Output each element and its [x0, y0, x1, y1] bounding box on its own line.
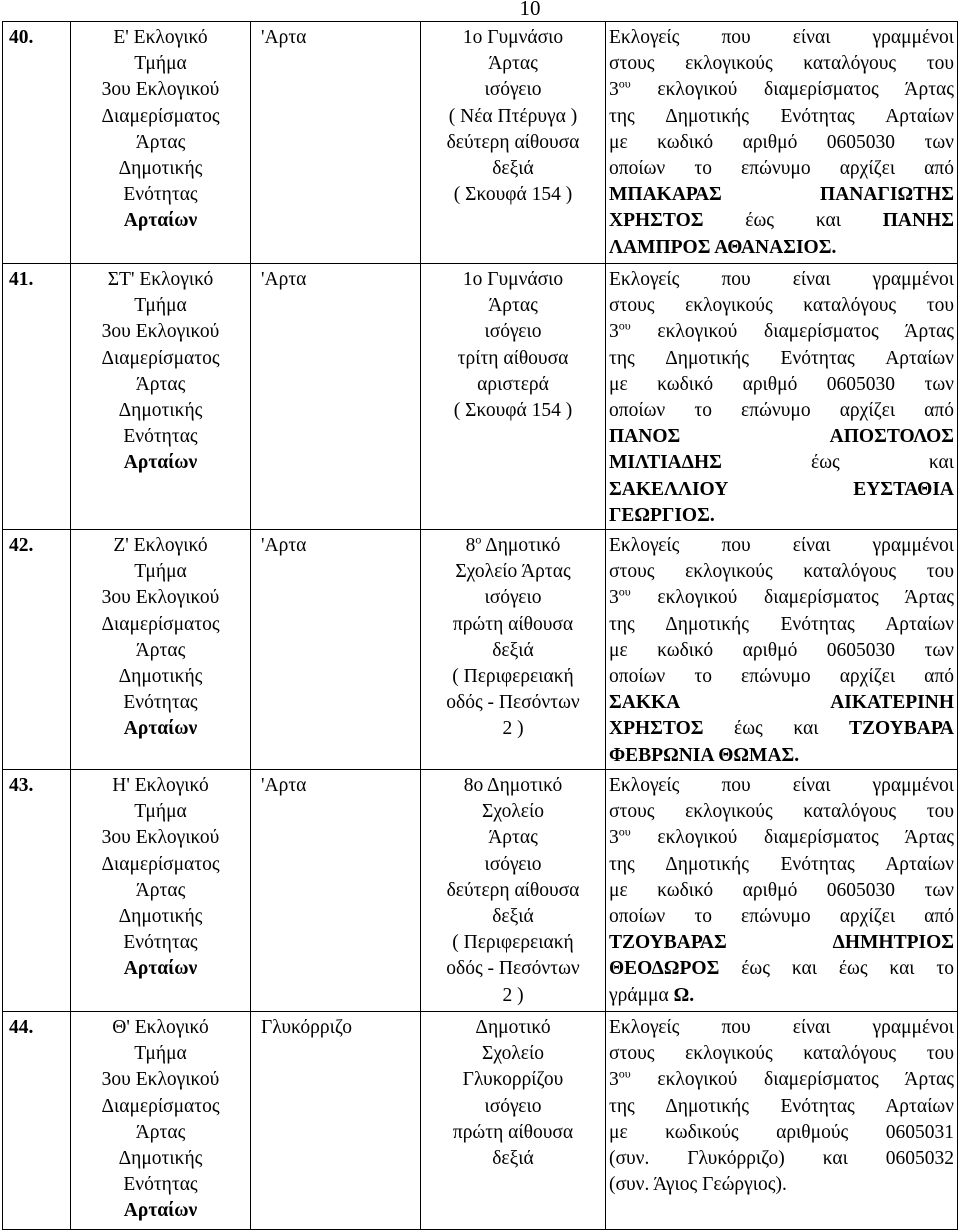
location-line: ισόγειο: [484, 321, 542, 343]
row-number: 42.: [3, 530, 71, 770]
section-line: Ενότητας: [123, 692, 198, 714]
table-body: [3, 22, 958, 1230]
row-number: 40.: [3, 22, 71, 264]
description-line: [609, 503, 954, 529]
section-line: Ε' Εκλογικό: [113, 27, 208, 48]
description-line: [609, 983, 954, 1009]
text: Εκλογείς που είναι γραμμένοι: [609, 269, 954, 290]
bold-text: ΛΑΜΠΡΟΣ ΑΘΑΝΑΣΙΟΣ.: [609, 236, 837, 258]
section-line: Άρτας: [135, 131, 186, 153]
description-line: [609, 293, 954, 319]
location-line: Άρτας: [488, 53, 538, 75]
description-line: [609, 1041, 954, 1067]
description-line: [609, 477, 954, 503]
description-line: [609, 267, 954, 293]
section-line: Η' Εκλογικό: [112, 775, 209, 797]
voter-description: [606, 1012, 958, 1230]
description-line: [609, 182, 954, 208]
location-line: δεξιά: [492, 906, 534, 928]
section-line-bold: Αρταίων: [123, 452, 198, 474]
bold-text: ΣΑΚΚΑ ΑΙΚΑΤΕΡΙΝΗ: [609, 692, 954, 714]
description-line: [609, 51, 954, 77]
description-line: [609, 638, 954, 664]
text: Εκλογείς που είναι γραμμένοι: [609, 1017, 954, 1039]
description-line: [609, 852, 954, 878]
location-line: ισόγειο: [484, 853, 542, 875]
description-line: [609, 904, 954, 930]
section-line: 3ου Εκλογικού: [101, 827, 220, 849]
location-line: 1ο Γυμνάσιο: [462, 269, 564, 290]
text: έως και: [703, 210, 883, 232]
table-row: [3, 22, 958, 264]
municipality: 'Αρτα: [251, 22, 421, 264]
text: έως και: [703, 718, 850, 740]
bold-text: ΠΑΝΗΣ: [882, 210, 954, 232]
description-line: [609, 346, 954, 372]
section-name: [71, 770, 251, 1012]
location-line: δεξιά: [492, 158, 534, 180]
bold-text: Ω.: [673, 984, 695, 1006]
location-line: ( Νέα Πτέρυγα ): [448, 105, 578, 127]
location-line: Σχολείο: [482, 1043, 544, 1065]
location-line: οδός - Πεσόντων: [446, 692, 580, 714]
description-line: [609, 25, 954, 51]
section-line: Διαμερίσματος: [101, 105, 220, 127]
description-line: [609, 743, 954, 769]
location-line: Σχολείο Άρτας: [455, 561, 571, 583]
description-line: [609, 450, 954, 476]
location-line: ( Περιφερειακή: [452, 932, 574, 954]
text: με κωδικό αριθμό 0605030 των: [609, 131, 954, 153]
voter-description: [606, 264, 958, 530]
text: της Δημοτικής Ενότητας Αρταίων: [609, 1095, 954, 1117]
text: με κωδικούς αριθμούς 0605031: [609, 1121, 954, 1143]
description-line: [609, 956, 954, 982]
table-row: [3, 1012, 958, 1230]
voter-description: [606, 22, 958, 264]
polling-location: [421, 22, 606, 264]
table-row: [3, 264, 958, 530]
table-row: [3, 530, 958, 770]
section-line: 3ου Εκλογικού: [101, 1069, 220, 1091]
superscript: ου: [618, 1066, 631, 1081]
text: εκλογικού διαμερίσματος Άρτας: [630, 827, 954, 849]
text: 3: [609, 1069, 619, 1091]
page-number: 10: [519, 0, 541, 20]
description-line: [609, 208, 954, 234]
description-line: [609, 825, 954, 851]
location-line: 2 ): [502, 718, 524, 740]
location-line: ισόγειο: [484, 1095, 542, 1117]
section-line: Δημοτικής: [118, 1148, 203, 1170]
section-line: Τμήμα: [134, 561, 187, 583]
section-line-bold: Αρταίων: [123, 958, 198, 980]
section-line: Δημοτικής: [118, 158, 203, 180]
section-line: Θ' Εκλογικό: [112, 1017, 209, 1039]
text: εκλογικού διαμερίσματος Άρτας: [630, 79, 954, 101]
section-name: [71, 22, 251, 264]
description-line: [609, 372, 954, 398]
location-line: 8ο Δημοτικό: [463, 775, 563, 797]
section-line: 3ου Εκλογικού: [101, 321, 220, 343]
table-row: [3, 770, 958, 1012]
municipality: Γλυκόρριζο: [251, 1012, 421, 1230]
section-line: Τμήμα: [134, 295, 187, 317]
section-line-bold: Αρταίων: [123, 718, 198, 740]
text: 3: [609, 827, 619, 849]
description-line: [609, 773, 954, 799]
description-line: [609, 612, 954, 638]
description-line: [609, 930, 954, 956]
bold-text: ΤΖΟΥΒΑΡΑ: [849, 718, 954, 740]
municipality: 'Αρτα: [251, 264, 421, 530]
bold-text: ΧΡΗΣΤΟΣ: [609, 718, 704, 740]
section-line: Διαμερίσματος: [101, 613, 220, 635]
row-number: 44.: [3, 1012, 71, 1230]
section-line: Διαμερίσματος: [101, 853, 220, 875]
description-line: [609, 130, 954, 156]
superscript: ου: [618, 318, 631, 333]
text: της Δημοτικής Ενότητας Αρταίων: [609, 853, 954, 875]
location-line: Άρτας: [488, 827, 538, 849]
description-line: [609, 716, 954, 742]
text: (συν. Άγιος Γεώργιος).: [609, 1174, 787, 1196]
section-line: Δημοτικής: [118, 666, 203, 688]
section-line-bold: Αρταίων: [123, 1200, 198, 1222]
description-line: [609, 1120, 954, 1146]
description-line: [609, 559, 954, 585]
description-line: [609, 1172, 954, 1198]
bold-text: ΦΕΒΡΩΝΙΑ ΘΩΜΑΣ.: [609, 744, 800, 766]
text: γράμμα: [609, 984, 674, 1006]
section-line: Τμήμα: [134, 801, 187, 823]
text: στους εκλογικούς καταλόγους του: [609, 1043, 954, 1065]
text: 3: [609, 587, 619, 609]
location-line: Γλυκορρίζου: [462, 1069, 564, 1091]
text: στους εκλογικούς καταλόγους του: [609, 53, 954, 75]
text: εκλογικού διαμερίσματος Άρτας: [630, 321, 954, 343]
superscript: ου: [618, 824, 631, 839]
section-line-bold: Αρταίων: [123, 210, 198, 232]
text: έως και: [721, 452, 954, 474]
description-line: [609, 585, 954, 611]
location-line: Δημοτικό: [475, 1017, 551, 1039]
bold-text: ΓΕΩΡΓΙΟΣ.: [609, 504, 715, 526]
location-line: δεξιά: [492, 639, 534, 661]
text: της Δημοτικής Ενότητας Αρταίων: [609, 105, 954, 127]
superscript: ο: [475, 532, 482, 547]
description-line: [609, 878, 954, 904]
section-line: Ζ' Εκλογικό: [113, 535, 208, 557]
superscript: ου: [618, 76, 631, 91]
section-name: [71, 264, 251, 530]
superscript: ου: [618, 584, 631, 599]
description-line: [609, 398, 954, 424]
section-line: Άρτας: [135, 1121, 186, 1143]
section-line: Ενότητας: [123, 426, 198, 448]
text: οποίων το επώνυμο αρχίζει από: [609, 158, 954, 180]
bold-text: ΜΙΛΤΙΑΔΗΣ: [609, 452, 722, 474]
text: οποίων το επώνυμο αρχίζει από: [609, 400, 954, 422]
location-line: πρώτη αίθουσα: [452, 613, 574, 635]
location-line: δεύτερη αίθουσα: [446, 879, 580, 901]
location-line: Άρτας: [488, 295, 538, 317]
description-line: [609, 664, 954, 690]
location-line: ισόγειο: [484, 587, 542, 609]
text: Εκλογείς που είναι γραμμένοι: [609, 775, 954, 797]
bold-text: ΘΕΟΔΩΡΟΣ: [609, 958, 720, 980]
polling-location: [421, 530, 606, 770]
row-number: 43.: [3, 770, 71, 1012]
text: οποίων το επώνυμο αρχίζει από: [609, 666, 954, 688]
text: με κωδικό αριθμό 0605030 των: [609, 639, 954, 661]
section-line: Δημοτικής: [118, 400, 203, 422]
text: Εκλογείς που είναι γραμμένοι: [609, 27, 954, 48]
municipality: 'Αρτα: [251, 530, 421, 770]
section-line: 3ου Εκλογικού: [101, 587, 220, 609]
description-line: [609, 1067, 954, 1093]
text: στους εκλογικούς καταλόγους του: [609, 801, 954, 823]
section-line: Ενότητας: [123, 1174, 198, 1196]
text: οποίων το επώνυμο αρχίζει από: [609, 906, 954, 928]
section-name: [71, 1012, 251, 1230]
text: εκλογικού διαμερίσματος Άρτας: [630, 587, 954, 609]
section-line: Διαμερίσματος: [101, 1095, 220, 1117]
section-line: Δημοτικής: [118, 906, 203, 928]
bold-text: ΣΑΚΕΛΛΙΟΥ ΕΥΣΤΑΘΙΑ: [609, 478, 954, 500]
section-line: Διαμερίσματος: [101, 347, 220, 369]
text: 3: [609, 79, 619, 101]
description-line: [609, 1094, 954, 1120]
voter-description: [606, 770, 958, 1012]
description-line: [609, 799, 954, 825]
bold-text: ΤΖΟΥΒΑΡΑΣ ΔΗΜΗΤΡΙΟΣ: [609, 932, 954, 954]
description-line: [609, 235, 954, 261]
location-line: ισόγειο: [484, 79, 542, 101]
text: με κωδικό αριθμό 0605030 των: [609, 373, 954, 395]
text: εκλογικού διαμερίσματος Άρτας: [630, 1069, 954, 1091]
description-line: [609, 1015, 954, 1041]
section-line: Ενότητας: [123, 932, 198, 954]
text: της Δημοτικής Ενότητας Αρταίων: [609, 347, 954, 369]
row-number: 41.: [3, 264, 71, 530]
location-line: ( Περιφερειακή: [452, 666, 574, 688]
location-line: ( Σκουφά 154 ): [453, 184, 573, 206]
bold-text: ΧΡΗΣΤΟΣ: [609, 210, 704, 232]
section-line: Ενότητας: [123, 184, 198, 206]
location-line: 2 ): [502, 984, 524, 1006]
text: στους εκλογικούς καταλόγους του: [609, 295, 954, 317]
section-line: 3ου Εκλογικού: [101, 79, 220, 101]
location-line: αριστερά: [477, 373, 549, 395]
text: 3: [609, 321, 619, 343]
description-line: [609, 104, 954, 130]
description-line: [609, 533, 954, 559]
description-line: [609, 77, 954, 103]
text: στους εκλογικούς καταλόγους του: [609, 561, 954, 583]
location-line: δεύτερη αίθουσα: [446, 131, 580, 153]
section-line: Άρτας: [135, 879, 186, 901]
text: της Δημοτικής Ενότητας Αρταίων: [609, 613, 954, 635]
location-line: Σχολείο: [482, 801, 544, 823]
location-line: 1ο Γυμνάσιο: [462, 27, 564, 48]
section-line: Άρτας: [135, 373, 186, 395]
polling-location: [421, 770, 606, 1012]
location-line: $8^o$ Δημοτικό: [465, 532, 561, 557]
location-line: οδός - Πεσόντων: [446, 958, 580, 980]
location-line: ( Σκουφά 154 ): [453, 400, 573, 422]
text: Εκλογείς που είναι γραμμένοι: [609, 535, 954, 557]
section-line: Τμήμα: [134, 1043, 187, 1065]
section-line: ΣΤ' Εκλογικό: [107, 269, 214, 290]
section-name: [71, 530, 251, 770]
text: (συν. Γλυκόρριζο) και 0605032: [609, 1148, 954, 1170]
description-line: [609, 319, 954, 345]
description-line: [609, 156, 954, 182]
description-line: [609, 1146, 954, 1172]
municipality: 'Αρτα: [251, 770, 421, 1012]
text: έως και έως και το: [719, 958, 954, 980]
section-line: Τμήμα: [134, 53, 187, 75]
section-line: Άρτας: [135, 639, 186, 661]
location-line: τρίτη αίθουσα: [457, 347, 569, 369]
location-line: δεξιά: [492, 1148, 534, 1170]
location-line: πρώτη αίθουσα: [452, 1121, 574, 1143]
bold-text: ΠΑΝΟΣ ΑΠΟΣΤΟΛΟΣ: [609, 426, 954, 448]
bold-text: ΜΠΑΚΑΡΑΣ ΠΑΝΑΓΙΩΤΗΣ: [609, 184, 954, 206]
text: με κωδικό αριθμό 0605030 των: [609, 879, 954, 901]
voter-description: [606, 530, 958, 770]
polling-location: [421, 264, 606, 530]
description-line: [609, 424, 954, 450]
polling-stations-table: [2, 21, 958, 1230]
polling-location: [421, 1012, 606, 1230]
description-line: [609, 690, 954, 716]
